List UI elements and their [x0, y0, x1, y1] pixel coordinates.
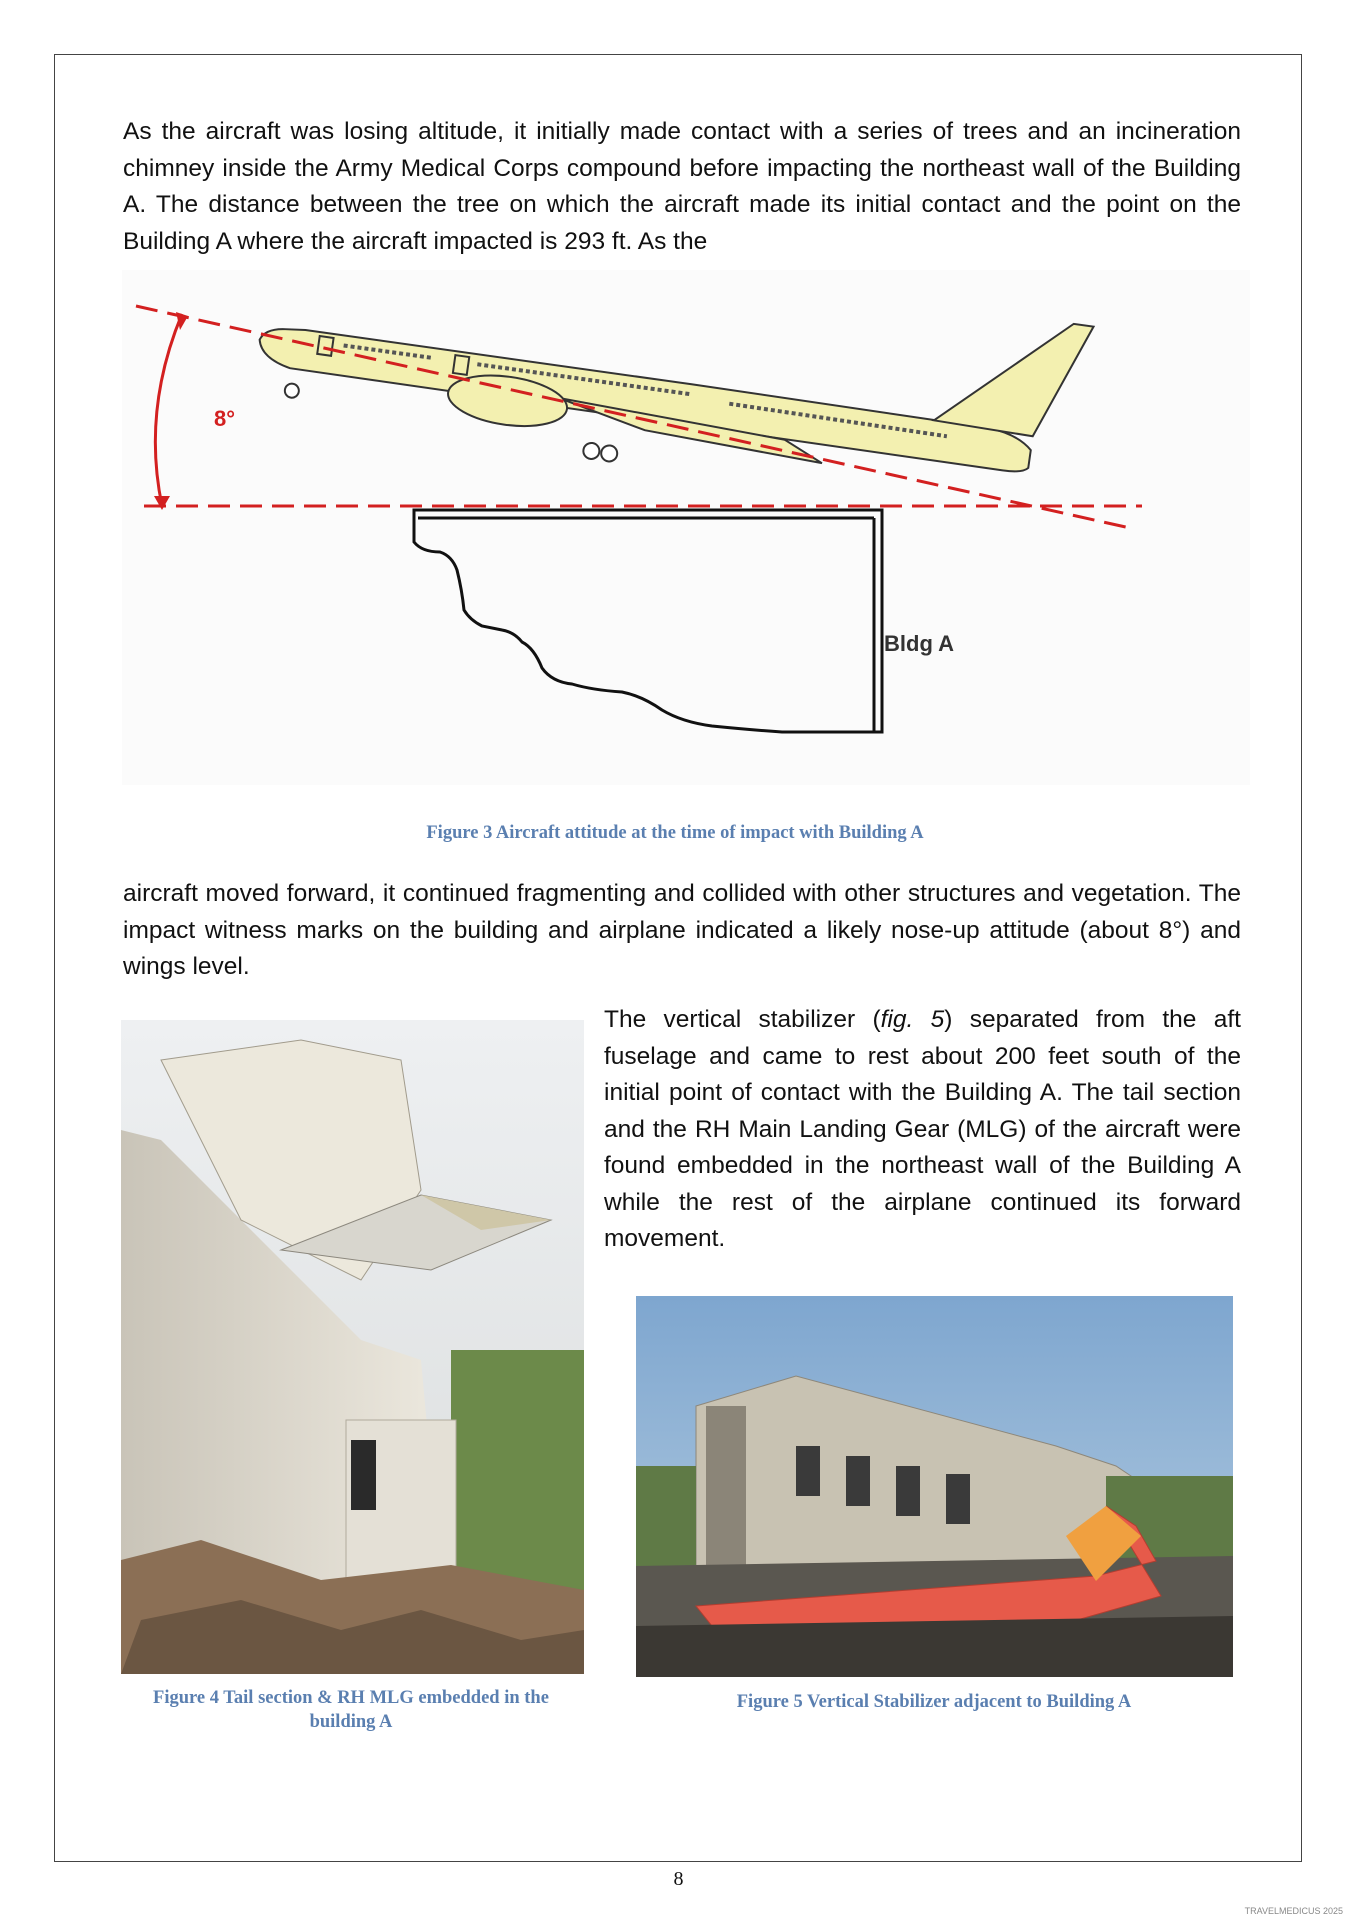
figure-reference: fig. 5 — [880, 1006, 945, 1033]
paragraph-vertical-stabilizer — [604, 1002, 1241, 1258]
angle-arrow-bottom — [154, 496, 170, 510]
figure-5-photo-vertical-stabilizer — [636, 1296, 1233, 1677]
paragraph-intro: As the aircraft was losing altitude, it initially made contact with a series of trees and an incineration chimney inside the Army Medical Corps compound before impacting the northeast wall of the Building A. The distance between the tree on which the aircraft made its initial contact and the point on the Building A where the aircraft impacted is 293 ft. As the — [123, 118, 1241, 255]
window-1 — [796, 1446, 820, 1496]
vertical-tail — [934, 306, 1094, 442]
building-outline — [414, 510, 882, 732]
window-2 — [846, 1456, 870, 1506]
angle-arc — [155, 314, 182, 506]
paragraph-continuation: aircraft moved forward, it continued fragmenting and collided with other structures and vegetation. The impact witness marks on the building and airplane indicated a likely nose-up attitude (about 8°) and wings level. — [123, 880, 1241, 980]
fuselage — [256, 324, 1033, 474]
main-gear-wheel-1 — [582, 442, 600, 460]
watermark: TRAVELMEDICUS 2025 — [1244, 1906, 1343, 1916]
debris-foreground — [636, 1616, 1233, 1677]
aircraft-attitude-diagram — [122, 270, 1250, 785]
building-label: Bldg A — [884, 631, 955, 656]
window-3 — [896, 1466, 920, 1516]
main-gear-wheel-2 — [600, 444, 618, 462]
building-side — [706, 1406, 746, 1576]
aircraft-silhouette — [250, 270, 1094, 526]
tail-section-photo — [121, 1020, 584, 1674]
figure-5-caption: Figure 5 Vertical Stabilizer adjacent to Building A — [736, 1692, 1132, 1712]
window-dark — [351, 1440, 376, 1510]
figure-3-aircraft-attitude — [122, 270, 1250, 785]
window-4 — [946, 1474, 970, 1524]
angle-label: 8° — [214, 406, 236, 431]
vertical-stabilizer-photo — [636, 1296, 1233, 1677]
page-number: 8 — [673, 1868, 684, 1890]
figure-4-photo-tail-section — [121, 1020, 584, 1674]
tree-left — [636, 1466, 696, 1576]
figure-4-caption: Figure 4 Tail section & RH MLG embedded in the building A — [153, 1688, 549, 1732]
nose-gear-wheel — [284, 383, 300, 399]
figure-3-caption: Figure 3 Aircraft attitude at the time of impact with Building A — [426, 823, 924, 843]
text-segment: The vertical stabilizer ( — [604, 1006, 881, 1033]
trees — [451, 1350, 584, 1600]
text-segment: ) separated from the aft fuselage and came to rest about 200 feet south of the initial point of contact with the Building A. The tail section and the RH Main Landing Gear (MLG) of the aircraft were found embedded in the northeast wall of the Building A while the rest of the airplane continued its forward movement. — [604, 1006, 1241, 1252]
